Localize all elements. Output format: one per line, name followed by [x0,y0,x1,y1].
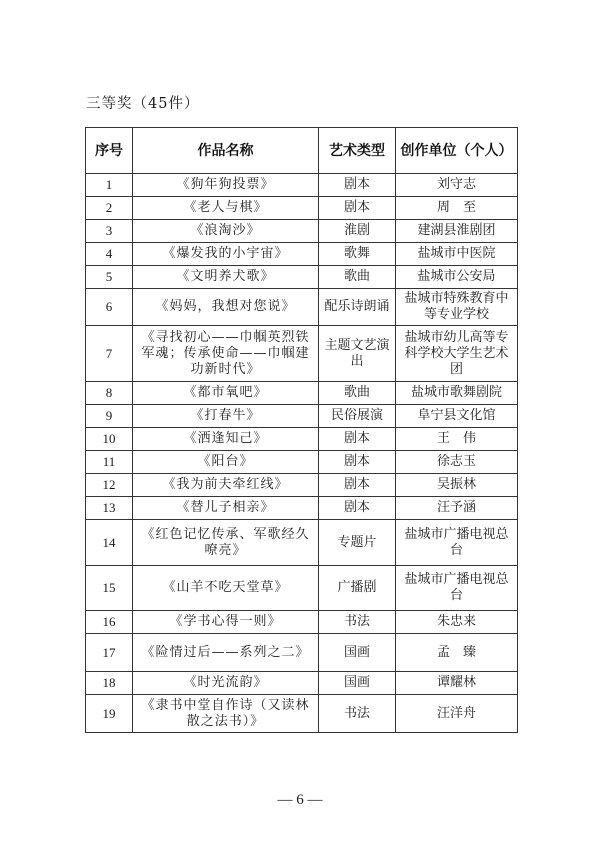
row-number: 18 [86,672,133,695]
work-name: 《狗年狗投票》 [133,174,319,197]
row-number: 1 [86,174,133,197]
creator-unit: 盐城市中医院 [396,243,518,266]
row-number: 5 [86,266,133,289]
table-row [86,220,518,243]
art-type: 歌舞 [319,243,396,266]
art-type: 书法 [319,611,396,634]
row-number: 19 [86,695,133,733]
art-type: 民俗展演 [319,405,396,428]
creator-unit: 孟 臻 [396,634,518,672]
work-name: 《险情过后——系列之二》 [133,634,319,672]
creator-unit: 王 伟 [396,428,518,451]
work-name: 《寻找初心——巾帼英烈铁军魂；传承使命——巾帼建功新时代》 [133,326,319,382]
table-row [86,289,518,326]
art-type: 剧本 [319,474,396,497]
table-row [86,497,518,520]
art-type: 国画 [319,634,396,672]
row-number: 2 [86,197,133,220]
table-row [86,611,518,634]
work-name: 《替儿子相亲》 [133,497,319,520]
art-type: 剧本 [319,197,396,220]
art-type: 广播剧 [319,566,396,611]
table-header-row [86,128,518,174]
creator-unit: 吴振林 [396,474,518,497]
creator-unit: 盐城市广播电视总台 [396,520,518,566]
row-number: 11 [86,451,133,474]
table-row [86,197,518,220]
header-work-name: 作品名称 [133,128,319,174]
table-row [86,695,518,733]
work-name: 《浪淘沙》 [133,220,319,243]
creator-unit: 阜宁县文化馆 [396,405,518,428]
row-number: 10 [86,428,133,451]
row-number: 17 [86,634,133,672]
page-number: — 6 — [277,792,323,808]
row-number: 3 [86,220,133,243]
work-name: 《老人与棋》 [133,197,319,220]
art-type: 淮剧 [319,220,396,243]
art-type: 歌曲 [319,382,396,405]
table-row [86,326,518,382]
creator-unit: 盐城市广播电视总台 [396,566,518,611]
work-name: 《山羊不吃天堂草》 [133,566,319,611]
art-type: 配乐诗朗诵 [319,289,396,326]
table-row [86,520,518,566]
table-row [86,474,518,497]
art-type: 剧本 [319,451,396,474]
creator-unit: 建湖县淮剧团 [396,220,518,243]
table-row [86,428,518,451]
row-number: 14 [86,520,133,566]
work-name: 《时光流韵》 [133,672,319,695]
art-type: 歌曲 [319,266,396,289]
art-type: 剧本 [319,497,396,520]
creator-unit: 刘守志 [396,174,518,197]
row-number: 8 [86,382,133,405]
row-number: 15 [86,566,133,611]
creator-unit: 徐志玉 [396,451,518,474]
work-name: 《打春牛》 [133,405,319,428]
table-body [86,174,518,733]
creator-unit: 汪洋舟 [396,695,518,733]
work-name: 《隶书中堂自作诗（又读林散之法书）》 [133,695,319,733]
row-number: 7 [86,326,133,382]
work-name: 《学书心得一则》 [133,611,319,634]
table-row [86,405,518,428]
table-row [86,266,518,289]
art-type: 专题片 [319,520,396,566]
row-number: 12 [86,474,133,497]
table-row [86,566,518,611]
art-type: 剧本 [319,174,396,197]
work-name: 《爆发我的小宇宙》 [133,243,319,266]
row-number: 4 [86,243,133,266]
header-creator-unit: 创作单位（个人） [396,128,518,174]
work-name: 《阳台》 [133,451,319,474]
header-number: 序号 [86,128,133,174]
creator-unit: 盐城市公安局 [396,266,518,289]
table-row [86,243,518,266]
table-row [86,672,518,695]
work-name: 《妈妈，我想对您说》 [133,289,319,326]
art-type: 书法 [319,695,396,733]
art-type: 国画 [319,672,396,695]
work-name: 《文明养犬歌》 [133,266,319,289]
work-name: 《我为前夫牵红线》 [133,474,319,497]
awards-table [85,127,518,733]
creator-unit: 盐城市幼儿高等专科学校大学生艺术团 [396,326,518,382]
work-name: 《红色记忆传承、军歌经久嘹亮》 [133,520,319,566]
table-row [86,174,518,197]
row-number: 13 [86,497,133,520]
creator-unit: 谭耀林 [396,672,518,695]
creator-unit: 盐城市歌舞剧院 [396,382,518,405]
art-type: 主题文艺演出 [319,326,396,382]
table-row [86,634,518,672]
table-row [86,451,518,474]
creator-unit: 朱忠来 [396,611,518,634]
work-name: 《都市氧吧》 [133,382,319,405]
creator-unit: 汪予涵 [396,497,518,520]
award-heading: 三等奖（45件） [86,96,200,112]
row-number: 6 [86,289,133,326]
work-name: 《洒逢知己》 [133,428,319,451]
row-number: 9 [86,405,133,428]
table-row [86,382,518,405]
header-art-type: 艺术类型 [319,128,396,174]
creator-unit: 周 至 [396,197,518,220]
art-type: 剧本 [319,428,396,451]
row-number: 16 [86,611,133,634]
creator-unit: 盐城市特殊教育中等专业学校 [396,289,518,326]
